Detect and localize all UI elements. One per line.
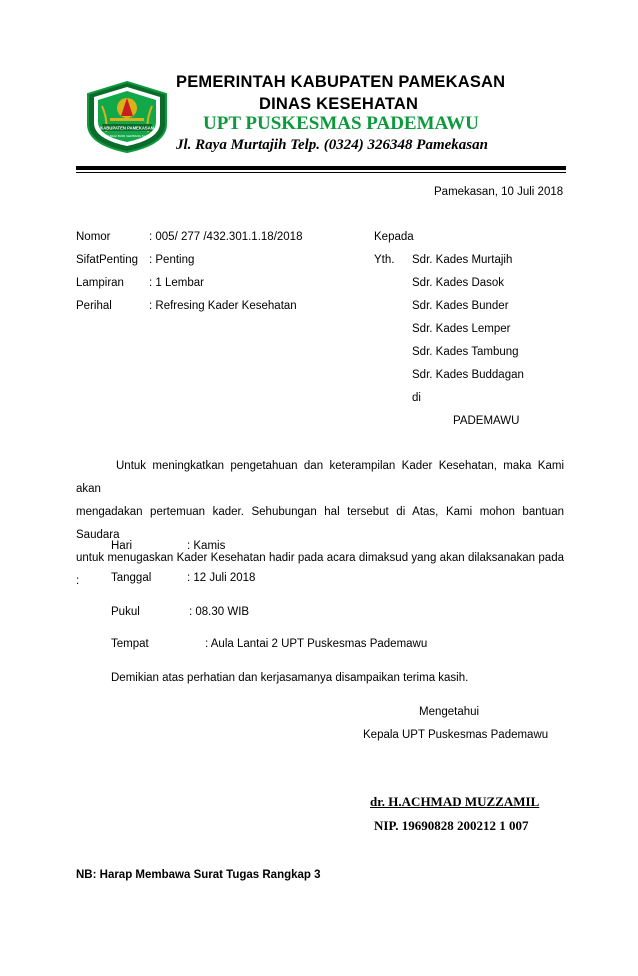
event-label-pukul: Pukul <box>111 606 140 618</box>
meta-value-sifat: : Penting <box>149 254 195 266</box>
recipient-name: Sdr. Kades Buddagan <box>412 369 524 381</box>
header-address: Jl. Raya Murtajih Telp. (0324) 326348 Pamekasan <box>176 137 488 153</box>
recipient-di: di <box>412 392 421 404</box>
recipient-yth: Yth. <box>374 254 395 266</box>
recipient-name: Sdr. Kades Lemper <box>412 323 511 335</box>
recipient-name: Sdr. Kades Bunder <box>412 300 509 312</box>
closing-text: Demikian atas perhatian dan kerjasamanya disampaikan terima kasih. <box>111 672 469 684</box>
logo-subtext: ABDI BAGI BUMI GERBANG SALAM <box>101 134 153 138</box>
meta-label-lampiran: Lampiran <box>76 277 124 289</box>
event-label-tempat: Tempat <box>111 638 149 650</box>
event-value-tanggal: : 12 Juli 2018 <box>187 572 256 584</box>
signature-nip: NIP. 19690828 200212 1 007 <box>374 818 529 833</box>
meta-label-sifat: SifatPenting <box>76 254 139 266</box>
logo-emblem <box>80 80 174 154</box>
meta-value-nomor: : 005/ 277 /432.301.1.18/2018 <box>149 231 303 243</box>
logo-text: KABUPATEN PAMEKASAN <box>100 125 154 131</box>
header-line-2: DINAS KESEHATAN <box>259 95 419 113</box>
event-value-tempat: : Aula Lantai 2 UPT Puskesmas Pademawu <box>205 638 428 650</box>
nb-note: NB: Harap Membawa Surat Tugas Rangkap 3 <box>76 869 321 881</box>
body-line: untuk menugaskan Kader Kesehatan hadir pada acara dimaksud yang akan dilaksanakan pada : <box>76 552 564 587</box>
recipient-name: Sdr. Kades Dasok <box>412 277 505 289</box>
event-label-hari: Hari <box>111 540 133 552</box>
header-rule-thick <box>76 166 566 170</box>
letter-date: Pamekasan, 10 Juli 2018 <box>434 186 564 198</box>
signature-title: Kepala UPT Puskesmas Pademawu <box>363 729 549 741</box>
signature-mengetahui: Mengetahui <box>419 706 480 718</box>
event-value-pukul: : 08.30 WIB <box>189 606 250 618</box>
event-value-hari: : Kamis <box>187 540 226 552</box>
meta-value-lampiran: : 1 Lembar <box>149 277 204 289</box>
meta-label-nomor: Nomor <box>76 231 111 243</box>
meta-label-perihal: Perihal <box>76 300 112 312</box>
header-line-1: PEMERINTAH KABUPATEN PAMEKASAN <box>176 73 506 91</box>
body-line: mengadakan pertemuan kader. Sehubungan hal tersebut di Atas, Kami mohon bantuan Saudara <box>76 506 564 541</box>
logo <box>80 80 174 154</box>
header-rule-thin <box>76 172 566 173</box>
meta-value-perihal: : Refresing Kader Kesehatan <box>149 300 297 312</box>
header-line-3: UPT PUSKESMAS PADEMAWU <box>203 113 479 134</box>
signature-name: dr. H.ACHMAD MUZZAMIL <box>370 794 540 809</box>
recipient-name: Sdr. Kades Murtajih <box>412 254 513 266</box>
recipient-name: Sdr. Kades Tambung <box>412 346 519 358</box>
body-line: Untuk meningkatkan pengetahuan dan keterampilan Kader Kesehatan, maka Kami akan <box>76 460 564 495</box>
recipient-place: PADEMAWU <box>453 415 520 427</box>
event-label-tanggal: Tanggal <box>111 572 152 584</box>
recipient-kepada: Kepada <box>374 231 414 243</box>
